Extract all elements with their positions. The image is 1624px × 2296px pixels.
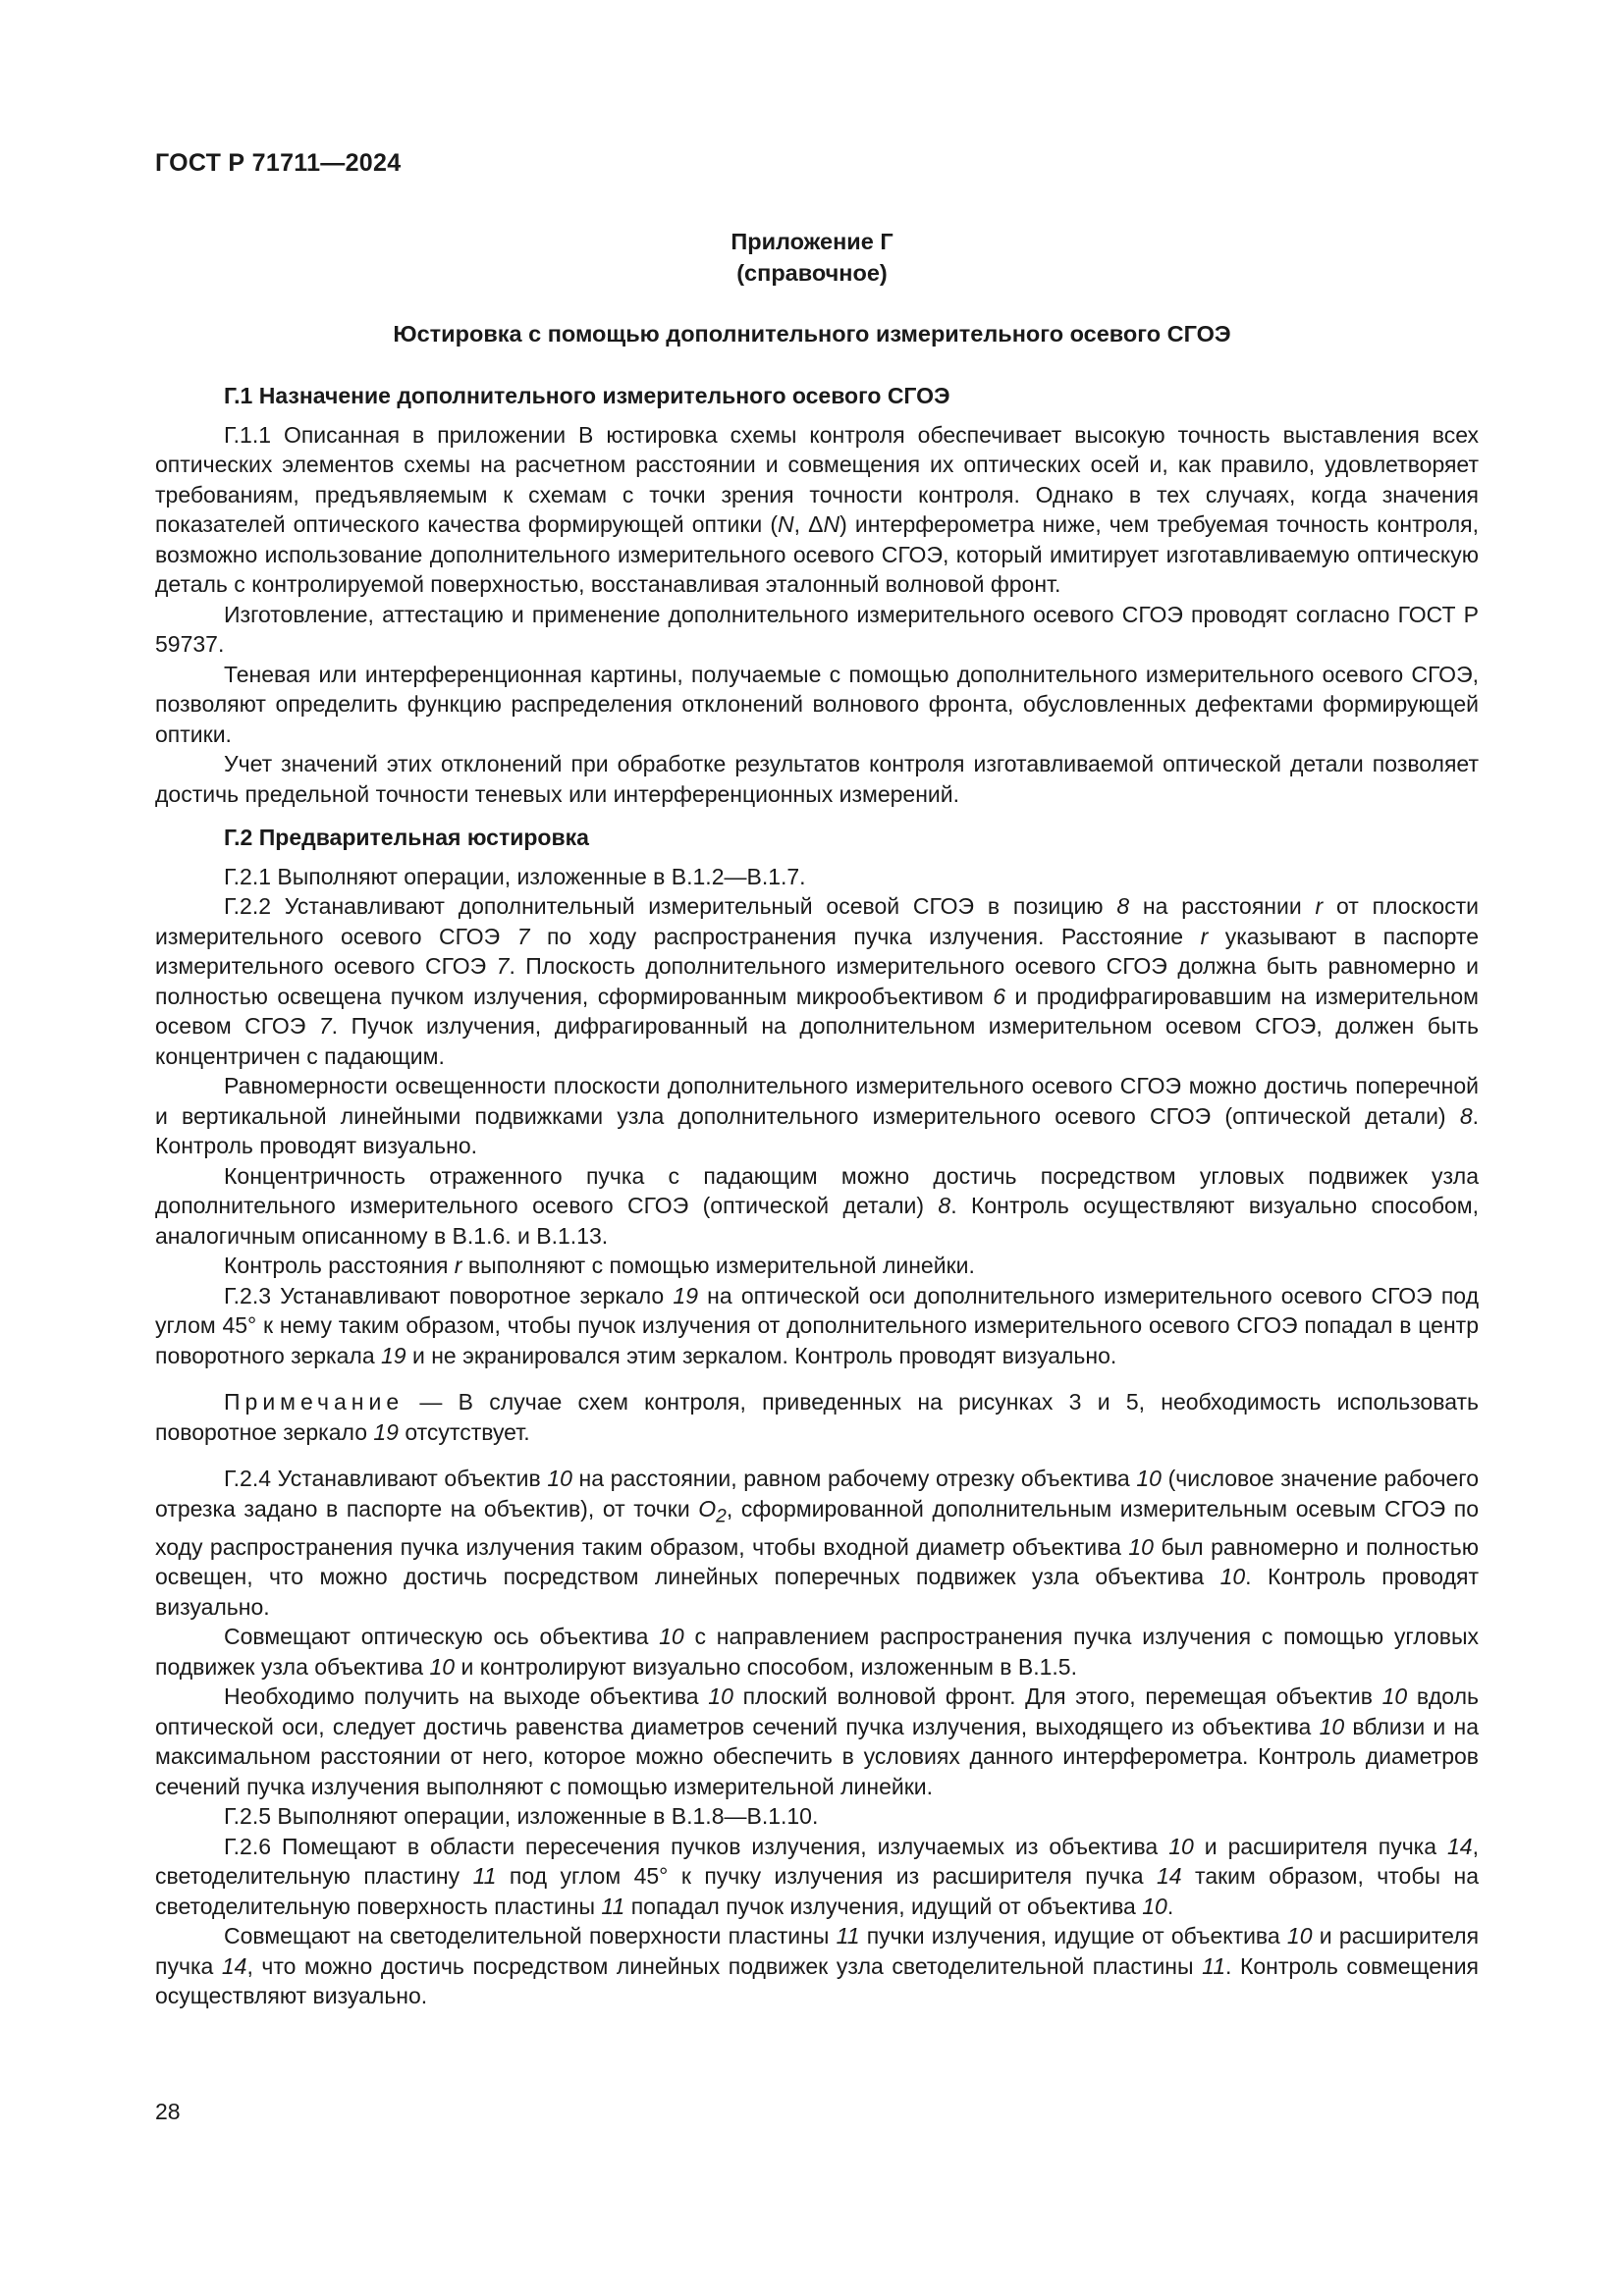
paragraph-g2-3: Г.2.3 Устанавливают поворотное зеркало 19 на оптической оси дополнительного измерительного осевого СГОЭ под углом 45° к нему таким образом, чтобы пучок излучения от дополнительного измерительного осевого СГОЭ попадал в центр поворотного зеркала 19 и не экранировался этим зеркалом. Контроль проводят визуально. bbox=[155, 1282, 1479, 1368]
paragraph: Совмещают оптическую ось объектива 10 с направлением распространения пучка излучения с помощью угловых подвижек узла объектива 10 и контролируют визуально способом, изложенным в В.1.5. bbox=[155, 1624, 1480, 1680]
document-body bbox=[155, 381, 1479, 2011]
page-number: 28 bbox=[155, 2099, 181, 2124]
paragraph: Необходимо получить на выходе объектива 10 плоский волновой фронт. Для этого, перемещая объектив 10 вдоль оптической оси, следует достичь равенства диаметров сечений пучка излучения, выходящего из объектива 10 вблизи и на максимальном расстоянии от него, которое можно обеспечить в условиях данного интерферометра. Контроль диаметров сечений пучка излучения выполняют с помощью измерительной линейки. bbox=[155, 1683, 1480, 1799]
paragraph: Концентричность отраженного пучка с падающим можно достичь посредством угловых подвижек узла дополнительного измерительного осевого СГОЭ (оптической детали) 8. Контроль осуществляют визуально способом, аналогичным описанному в В.1.6. и В.1.13. bbox=[155, 1162, 1479, 1249]
paragraph-g1-1: Г.1.1 Описанная в приложении В юстировка схемы контроля обеспечивает высокую точность выставления всех оптических элементов схемы на расчетном расстоянии и совмещения их оптических осей и, как правило, удовлетворяет требованиям, предъявляемым к схемам с точки зрения точности контроля. Однако в тех случаях, когда значения показателей оптического качества формирующей оптики (N, ΔN) интерферометра ниже, чем требуемая точность контроля, возможно использование дополнительного измерительного осевого СГОЭ, который имитирует изготавливаемую оптическую деталь с контролируемой поверхностью, восстанавливая эталонный волновой фронт. bbox=[155, 421, 1479, 597]
paragraph: Совмещают на светоделительной поверхности пластины 11 пучки излучения, идущие от объектива 10 и расширителя пучка 14, что можно достичь посредством линейных подвижек узла светоделительной пластины 11. Контроль совмещения осуществляют визуально. bbox=[155, 1923, 1480, 2009]
section-heading-g1: Г.1 Назначение дополнительного измерительного осевого СГОЭ bbox=[224, 383, 950, 408]
paragraph-g2-6: Г.2.6 Помещают в области пересечения пучков излучения, излучаемых из объектива 10 и расширителя пучка 14, светоделительную пластину 11 под углом 45° к пучку излучения из расширителя пучка 14 таким образом, чтобы на светоделительную поверхность пластины 11 попадал пучок излучения, идущий от объектива 10. bbox=[155, 1833, 1479, 1919]
appendix-kind: (справочное) bbox=[736, 260, 888, 286]
paragraph: Изготовление, аттестацию и применение дополнительного измерительного осевого СГОЭ проводят согласно ГОСТ Р 59737. bbox=[155, 601, 1479, 657]
note: Примечание — В случае схем контроля, приведенных на рисунках 3 и 5, необходимость использовать поворотное зеркало 19 отсутствует. bbox=[155, 1389, 1479, 1445]
section-heading-g2: Г.2 Предварительная юстировка bbox=[224, 825, 589, 850]
paragraph: Теневая или интерференционная картины, получаемые с помощью дополнительного измерительного осевого СГОЭ, позволяют определить функцию распределения отклонений волнового фронта, обусловленных дефектами формирующей оптики. bbox=[155, 661, 1479, 747]
paragraph: Учет значений этих отклонений при обработке результатов контроля изготавливаемой оптической детали позволяет достичь предельной точности теневых или интерференционных измерений. bbox=[155, 751, 1479, 807]
paragraph-g2-5: Г.2.5 Выполняют операции, изложенные в В.1.8—В.1.10. bbox=[224, 1803, 819, 1830]
standard-designation: ГОСТ Р 71711—2024 bbox=[155, 149, 402, 177]
note-label: Примечание bbox=[224, 1389, 405, 1415]
paragraph: Контроль расстояния r выполняют с помощью измерительной линейки. bbox=[224, 1253, 975, 1278]
appendix-label: Приложение Г bbox=[731, 229, 893, 254]
paragraph-g2-4: Г.2.4 Устанавливают объектив 10 на расстоянии, равном рабочему отрезку объектива 10 (числовое значение рабочего отрезка задано в паспорте на объектив), от точки $O_2$, сформированной дополнительным измерительным осевым СГОЭ по ходу распространения пучка излучения таким образом, чтобы входной диаметр объектива 10 был равномерно и полностью освещен, что можно достичь посредством линейных поперечных подвижек узла объектива 10. Контроль проводят визуально. bbox=[155, 1466, 1479, 1620]
paragraph-g2-1: Г.2.1 Выполняют операции, изложенные в В.1.2—В.1.7. bbox=[224, 863, 806, 889]
paragraph-g2-2: Г.2.2 Устанавливают дополнительный измерительный осевой СГОЭ в позицию 8 на расстоянии r от плоскости измерительного осевого СГОЭ 7 по ходу распространения пучка излучения. Расстояние r указывают в паспорте измерительного осевого СГОЭ 7. Плоскость дополнительного измерительного осевого СГОЭ должна быть равномерно и полностью освещена пучком излучения, сформированным микрообъективом 6 и продифрагировавшим на измерительном осевом СГОЭ 7. Пучок излучения, дифрагированный на дополнительном измерительном осевом СГОЭ, должен быть концентричен с падающим. bbox=[155, 893, 1479, 1069]
appendix-title: Юстировка с помощью дополнительного измерительного осевого СГОЭ bbox=[393, 321, 1231, 347]
paragraph: Равномерности освещенности плоскости дополнительного измерительного осевого СГОЭ можно достичь поперечной и вертикальной линейными подвижками узла дополнительного измерительного осевого СГОЭ (оптической детали) 8. Контроль проводят визуально. bbox=[155, 1073, 1479, 1158]
